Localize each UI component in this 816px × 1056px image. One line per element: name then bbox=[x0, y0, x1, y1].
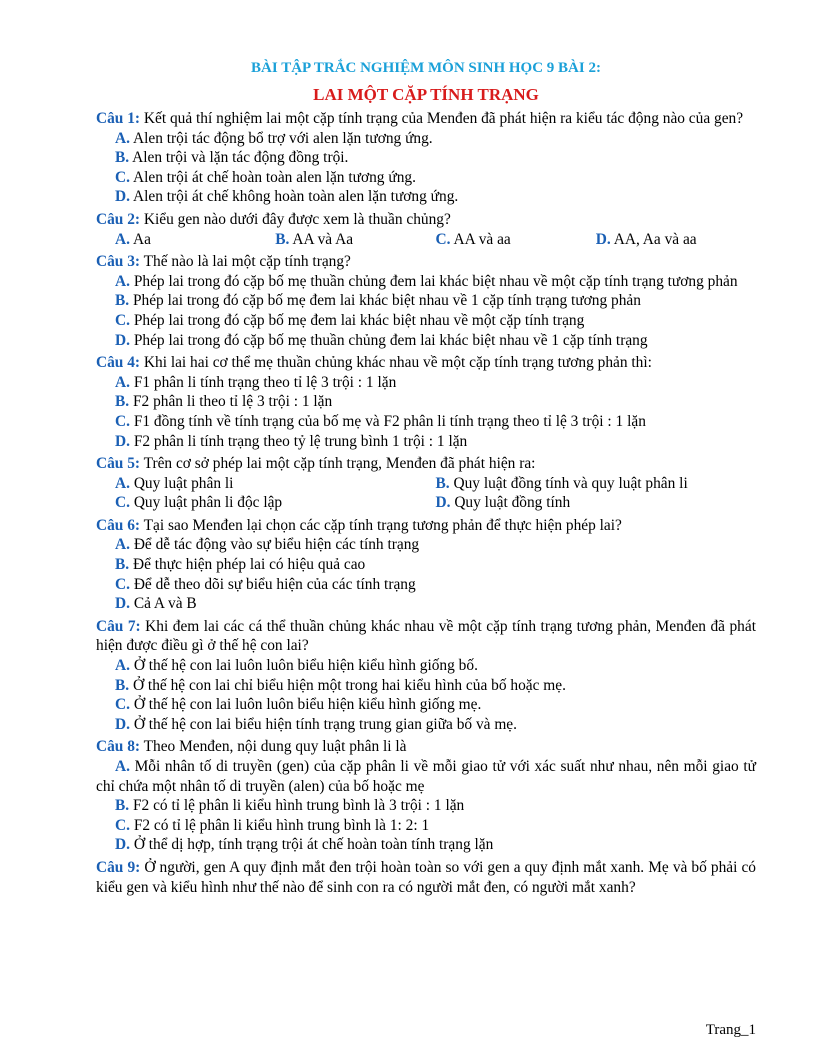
option-text: F2 phân li tính trạng theo tỷ lệ trung bình 1 trội : 1 lặn bbox=[129, 432, 468, 450]
option-letter: C. bbox=[115, 816, 130, 834]
option-d bbox=[436, 493, 757, 513]
option-d bbox=[596, 230, 756, 250]
option-letter: C. bbox=[115, 168, 130, 186]
option-b bbox=[96, 555, 756, 575]
option-letter: C. bbox=[115, 412, 130, 430]
question-label: Câu 7: bbox=[96, 617, 141, 635]
option-text: Quy luật đồng tính và quy luật phân li bbox=[449, 474, 688, 492]
option-a bbox=[96, 373, 756, 393]
option-letter: D. bbox=[115, 836, 130, 854]
option-letter: D. bbox=[115, 595, 130, 613]
option-text: Phép lai trong đó cặp bố mẹ đem lai khác biệt nhau về một cặp tính trạng bbox=[129, 311, 585, 329]
option-text: F1 phân li tính trạng theo tỉ lệ 3 trội : 1 lặn bbox=[129, 373, 397, 391]
option-text: F2 phân li theo tỉ lệ 3 trội : 1 lặn bbox=[129, 393, 333, 411]
question-text bbox=[96, 109, 756, 129]
question-text bbox=[96, 252, 756, 272]
question-body: Ở người, gen A quy định mắt đen trội hoàn toàn so với gen a quy định mắt xanh. Mẹ và bố phải có kiểu gen và kiểu hình như thế nào để sinh con ra có người mắt đen, có người mắt xanh? bbox=[96, 858, 756, 896]
question-body: Kiểu gen nào dưới đây được xem là thuần chủng? bbox=[140, 210, 451, 228]
question-label: Câu 5: bbox=[96, 455, 141, 473]
options-row bbox=[96, 230, 756, 250]
question-text bbox=[96, 617, 756, 656]
question-8 bbox=[96, 737, 756, 855]
option-letter: A. bbox=[115, 657, 130, 675]
option-letter: B. bbox=[115, 292, 130, 310]
option-text: F1 đồng tính về tính trạng của bố mẹ và F2 phân li tính trạng theo tỉ lệ 3 trội : 1 lặn bbox=[129, 412, 646, 430]
question-body: Kết quả thí nghiệm lai một cặp tính trạng của Menđen đã phát hiện ra kiểu tác động nào của gen? bbox=[140, 110, 744, 127]
question-text bbox=[96, 353, 756, 373]
option-text: Ở thế hệ con lai biểu hiện tính trạng trung gian giữa bố và mẹ. bbox=[129, 715, 517, 733]
question-body: Trên cơ sở phép lai một cặp tính trạng, Menđen đã phát hiện ra: bbox=[140, 455, 536, 473]
option-a bbox=[96, 535, 756, 555]
options-row bbox=[96, 474, 756, 494]
option-c bbox=[96, 412, 756, 432]
option-text: Alen trội và lặn tác động đồng trội. bbox=[129, 149, 349, 167]
option-text: Alen trội át chế hoàn toàn alen lặn tương ứng. bbox=[129, 168, 416, 186]
option-letter: B. bbox=[115, 676, 130, 694]
option-text: Để dễ tác động vào sự biểu hiện các tính trạng bbox=[129, 536, 420, 554]
option-c bbox=[436, 230, 596, 250]
option-text: AA, Aa và aa bbox=[610, 230, 697, 248]
question-2 bbox=[96, 210, 756, 249]
option-text: Mỗi nhân tố di truyền (gen) của cặp phân li về mỗi giao tử với xác suất như nhau, nên mỗi giao tử chỉ chứa một nhân tố di truyền (alen) của bố hoặc mẹ bbox=[96, 758, 756, 795]
option-d bbox=[96, 594, 756, 614]
question-body: Theo Menđen, nội dung quy luật phân li là bbox=[140, 738, 407, 756]
option-letter: C. bbox=[115, 696, 130, 714]
question-6 bbox=[96, 516, 756, 614]
option-letter: A. bbox=[115, 230, 130, 248]
option-letter: C. bbox=[115, 575, 130, 593]
option-letter: A. bbox=[115, 536, 130, 554]
question-body: Khi lai hai cơ thể mẹ thuần chủng khác nhau về một cặp tính trạng tương phản thì: bbox=[140, 354, 652, 372]
option-a bbox=[96, 757, 756, 796]
option-text: Phép lai trong đó cặp bố mẹ thuần chủng đem lai khác biệt nhau về 1 cặp tính trạng bbox=[129, 331, 648, 349]
options-row bbox=[96, 493, 756, 513]
option-letter: A. bbox=[115, 272, 130, 290]
option-b bbox=[436, 474, 757, 494]
option-letter: B. bbox=[115, 556, 130, 574]
option-text: Quy luật phân li độc lập bbox=[129, 494, 283, 512]
question-5 bbox=[96, 454, 756, 513]
option-text: Ở thế hệ con lai chỉ biểu hiện một trong hai kiểu hình của bố hoặc mẹ. bbox=[129, 676, 566, 694]
option-text: Quy luật đồng tính bbox=[450, 494, 571, 512]
option-letter: A. bbox=[115, 373, 130, 391]
question-3 bbox=[96, 252, 756, 350]
option-b bbox=[96, 148, 756, 168]
option-text: AA và Aa bbox=[289, 230, 354, 248]
option-text: Cả A và B bbox=[129, 595, 197, 613]
option-text: Phép lai trong đó cặp bố mẹ thuần chủng đem lai khác biệt nhau về một cặp tính trạng tương phản bbox=[129, 272, 738, 290]
option-b bbox=[96, 291, 756, 311]
option-c bbox=[96, 168, 756, 188]
question-7 bbox=[96, 617, 756, 735]
option-letter: B. bbox=[115, 797, 130, 815]
option-a bbox=[115, 474, 436, 494]
option-text: Aa bbox=[129, 230, 151, 248]
question-text bbox=[96, 737, 756, 757]
option-text: Quy luật phân li bbox=[129, 474, 234, 492]
option-c bbox=[96, 575, 756, 595]
option-a bbox=[115, 230, 275, 250]
question-text bbox=[96, 210, 756, 230]
option-text: AA và aa bbox=[450, 230, 511, 248]
option-letter: B. bbox=[115, 393, 130, 411]
question-9 bbox=[96, 858, 756, 897]
option-letter: B. bbox=[275, 230, 290, 248]
option-text: Alen trội át chế không hoàn toàn alen lặn tương ứng. bbox=[129, 188, 459, 206]
option-d bbox=[96, 187, 756, 207]
option-b bbox=[96, 796, 756, 816]
option-text: F2 có tỉ lệ phân li kiểu hình trung bình là 3 trội : 1 lặn bbox=[129, 797, 465, 815]
question-text bbox=[96, 454, 756, 474]
option-c bbox=[96, 311, 756, 331]
option-letter: C. bbox=[115, 494, 130, 512]
document-subtitle: LAI MỘT CẶP TÍNH TRẠNG bbox=[313, 85, 539, 104]
option-d bbox=[96, 715, 756, 735]
option-a bbox=[96, 129, 756, 149]
question-body: Khi đem lai các cá thể thuần chủng khác nhau về một cặp tính trạng tương phản, Menđen đã phát hiện được điều gì ở thế hệ con lai? bbox=[96, 617, 756, 655]
option-text: Để dễ theo dõi sự biểu hiện của các tính trạng bbox=[129, 575, 416, 593]
option-text: F2 có tỉ lệ phân li kiểu hình trung bình là 1: 2: 1 bbox=[129, 816, 430, 834]
option-letter: D. bbox=[115, 188, 130, 206]
option-letter: A. bbox=[115, 129, 130, 147]
option-letter: C. bbox=[435, 230, 451, 248]
question-label: Câu 8: bbox=[96, 738, 141, 756]
option-letter: C. bbox=[115, 311, 130, 329]
question-text bbox=[96, 516, 756, 536]
question-1 bbox=[96, 109, 756, 207]
option-b bbox=[96, 676, 756, 696]
option-letter: D. bbox=[435, 494, 451, 512]
question-text bbox=[96, 858, 756, 897]
option-text: Để thực hiện phép lai có hiệu quả cao bbox=[129, 556, 366, 574]
page-number: Trang_1 bbox=[705, 1022, 756, 1038]
question-label: Câu 2: bbox=[96, 210, 141, 228]
option-text: Alen trội tác động bổ trợ với alen lặn tương ứng. bbox=[129, 129, 433, 147]
option-a bbox=[96, 272, 756, 292]
question-body: Thế nào là lai một cặp tính trạng? bbox=[140, 253, 351, 271]
option-c bbox=[96, 695, 756, 715]
option-text: Ở thế hệ con lai luôn luôn biểu hiện kiểu hình giống bố. bbox=[129, 657, 478, 675]
option-c bbox=[115, 493, 436, 513]
document-title: BÀI TẬP TRẮC NGHIỆM MÔN SINH HỌC 9 BÀI 2: bbox=[251, 60, 601, 76]
question-label: Câu 6: bbox=[96, 516, 141, 534]
option-text: Ở thế hệ con lai luôn luôn biểu hiện kiểu hình giống mẹ. bbox=[129, 696, 482, 714]
option-d bbox=[96, 331, 756, 351]
option-letter: D. bbox=[115, 715, 130, 733]
page-content bbox=[96, 58, 756, 897]
question-label: Câu 3: bbox=[96, 253, 141, 271]
option-a bbox=[96, 656, 756, 676]
question-label: Câu 1: bbox=[96, 110, 141, 127]
option-b bbox=[275, 230, 435, 250]
option-letter: D. bbox=[115, 331, 130, 349]
option-letter: D. bbox=[595, 230, 611, 248]
option-b bbox=[96, 392, 756, 412]
option-letter: D. bbox=[115, 432, 130, 450]
option-d bbox=[96, 432, 756, 452]
question-label: Câu 9: bbox=[96, 858, 141, 876]
option-letter: B. bbox=[115, 149, 130, 167]
option-d bbox=[96, 835, 756, 855]
question-4 bbox=[96, 353, 756, 451]
option-text: Phép lai trong đó cặp bố mẹ đem lai khác biệt nhau về 1 cặp tính trạng tương phản bbox=[129, 292, 641, 310]
option-letter: B. bbox=[435, 474, 450, 492]
option-text: Ở thể dị hợp, tính trạng trội át chế hoàn toàn tính trạng lặn bbox=[129, 836, 494, 854]
question-body: Tại sao Menđen lại chọn các cặp tính trạng tương phản để thực hiện phép lai? bbox=[140, 516, 622, 534]
option-letter: A. bbox=[115, 758, 130, 775]
option-letter: A. bbox=[115, 474, 130, 492]
question-label: Câu 4: bbox=[96, 354, 141, 372]
option-c bbox=[96, 816, 756, 836]
